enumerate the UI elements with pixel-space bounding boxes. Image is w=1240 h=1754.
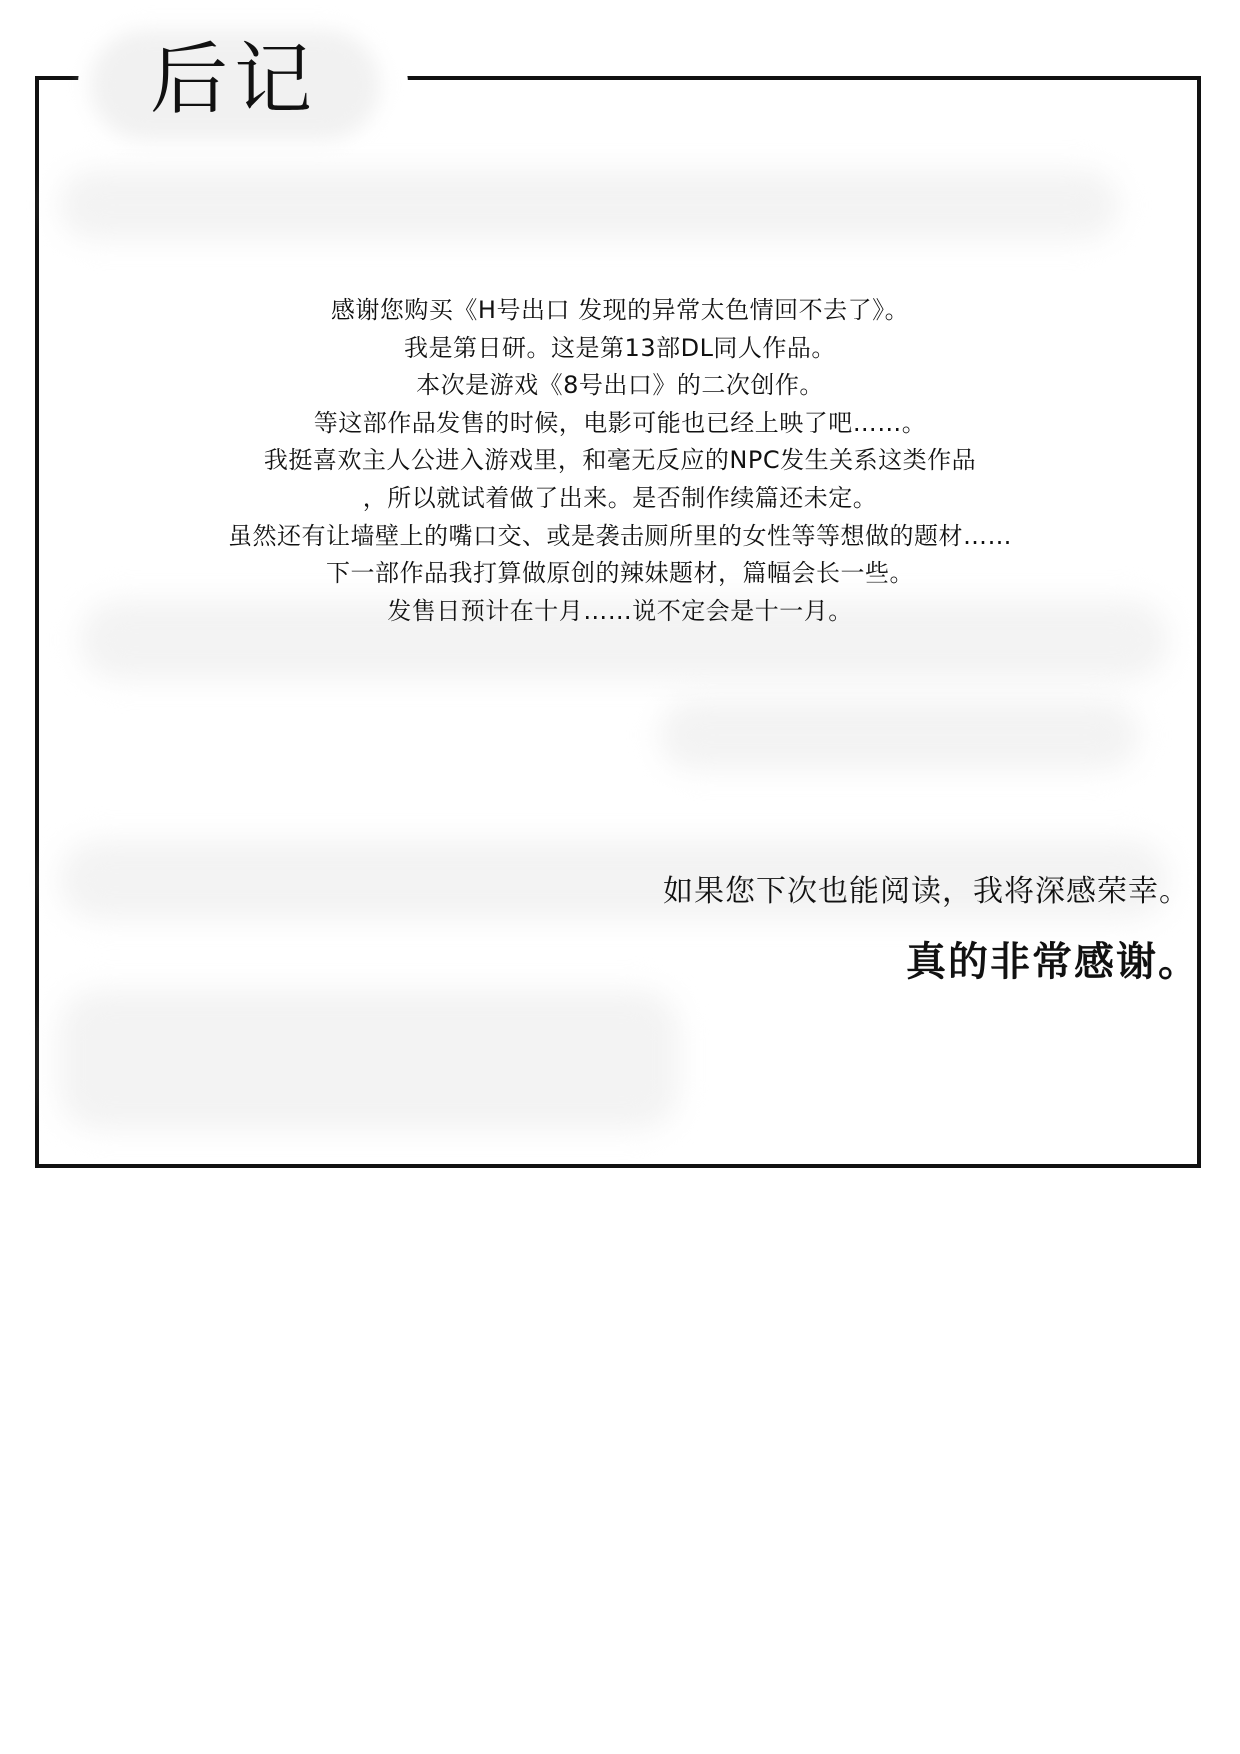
afterword-body [60, 292, 1180, 630]
body-line: ，所以就试着做了出来。是否制作续篇还未定。 [362, 483, 878, 512]
thanks-line: 真的非常感谢。 [906, 939, 1200, 985]
body-line: 本次是游戏《8号出口》的二次创作。 [416, 371, 824, 400]
body-line: 我是第日研。这是第13部DL同人作品。 [404, 333, 836, 362]
body-line: 下一部作品我打算做原创的辣妹题材，篇幅会长一些。 [326, 559, 914, 588]
body-line: 我挺喜欢主人公进入游戏里，和毫无反应的NPC发生关系这类作品 [263, 446, 977, 475]
closing-line: 如果您下次也能阅读，我将深感荣幸。 [663, 874, 1190, 909]
body-line: 感谢您购买《H号出口 发现的异常太色情回不去了》。 [330, 296, 910, 324]
background-smudge [659, 700, 1139, 770]
body-line: 发售日预计在十月……说不定会是十一月。 [387, 596, 853, 625]
body-line: 虽然还有让墙壁上的嘴口交、或是袭击厕所里的女性等等想做的题材…… [228, 521, 1012, 550]
body-line: 等这部作品发售的时候，电影可能也已经上映了吧……。 [313, 408, 927, 437]
background-smudge [59, 170, 1119, 240]
page-title: 后记 [150, 35, 319, 125]
background-smudge [59, 990, 679, 1130]
